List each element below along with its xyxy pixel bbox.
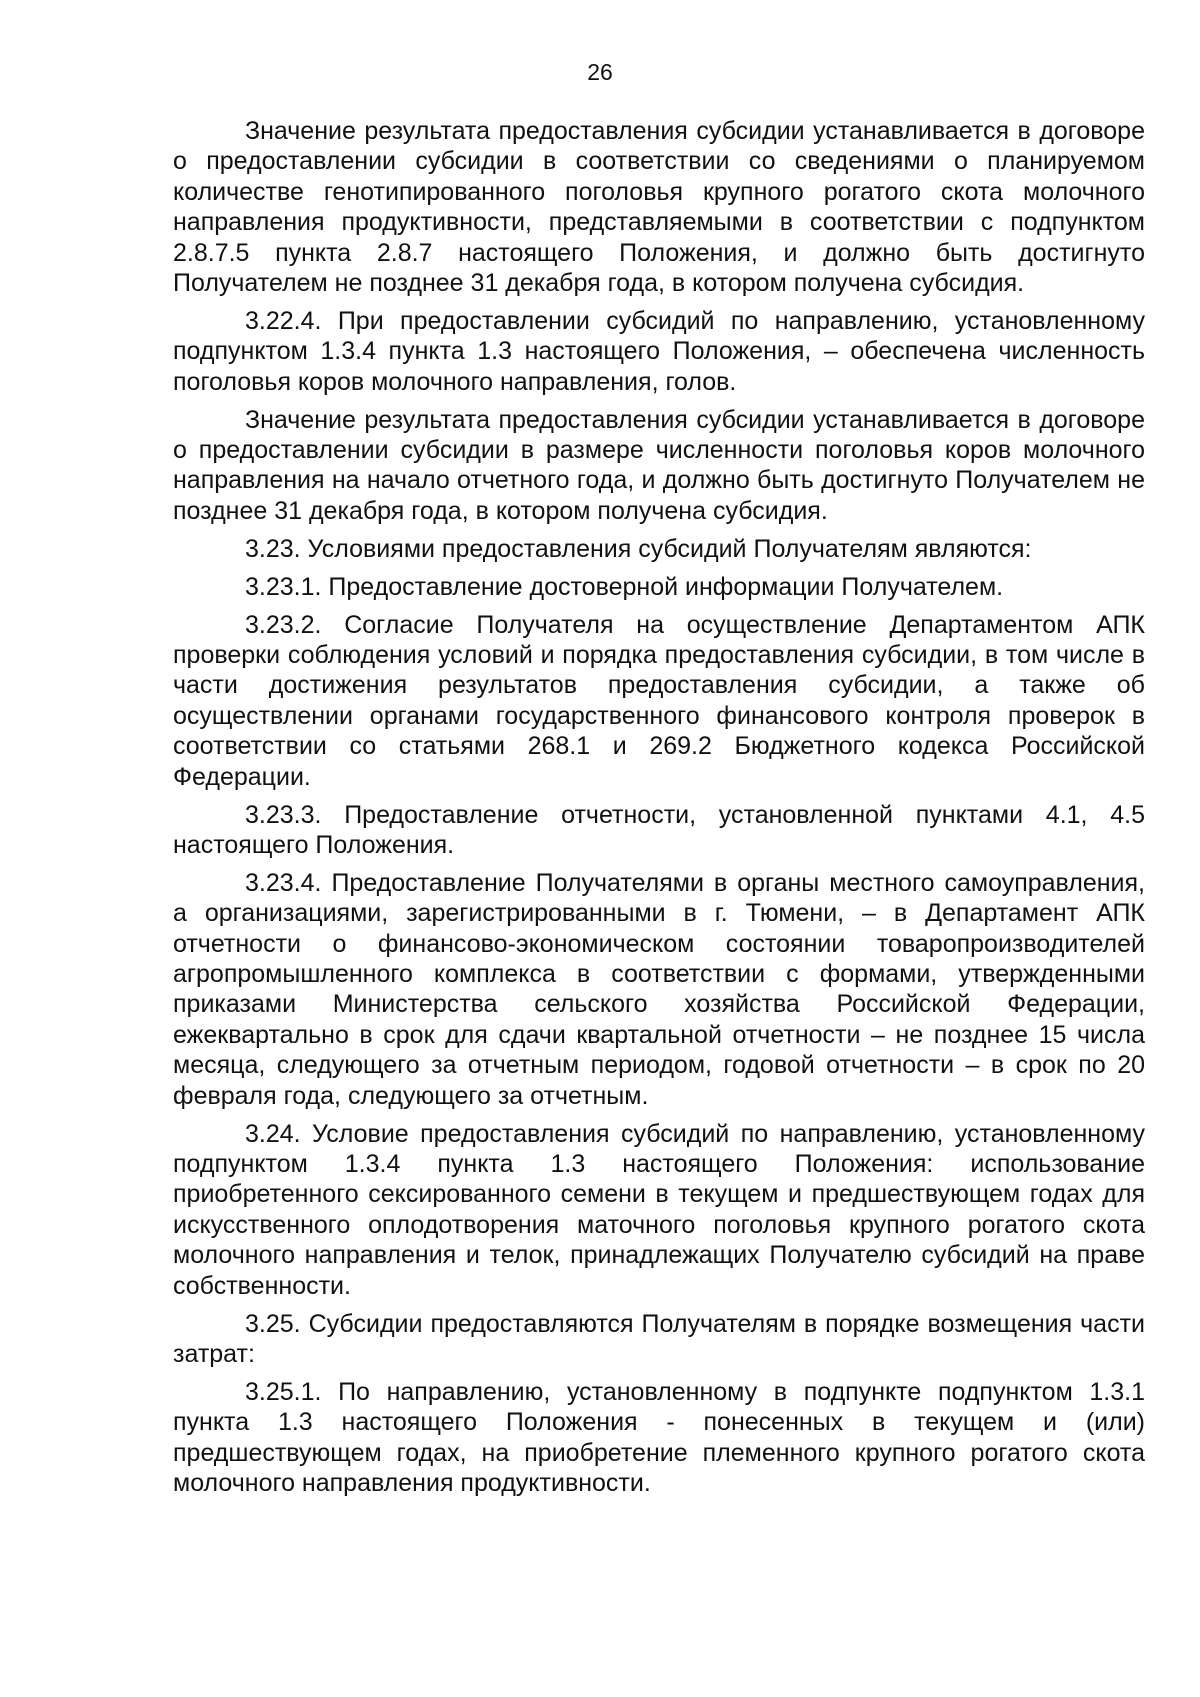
page-number: 26 — [587, 59, 613, 85]
paragraph-3-25-1: 3.25.1. По направлению, установленному в подпункте подпунктом 1.3.1 пункта 1.3 настоящего Положения - понесенных в текущем и (или) предшествующем годах, на приобретение племенного крупного рогатого скота молочного направления продуктивности. — [173, 1377, 1145, 1498]
paragraph-3-23-2: 3.23.2. Согласие Получателя на осуществление Департаментом АПК проверки соблюдения условий и порядка предоставления субсидии, в том числе в части достижения результатов предоставления субсидии, а также об осуществлении органами государственного финансового контроля проверок в соответствии со статьями 268.1 и 269.2 Бюджетного кодекса Российской Федерации. — [173, 610, 1145, 791]
paragraph-3-24: 3.24. Условие предоставления субсидий по направлению, установленному подпунктом 1.3.4 пункта 1.3 настоящего Положения: использование приобретенного сексированного семени в текущем и предшествующем годах для искусственного оплодотворения маточного поголовья крупного рогатого скота молочного направления и телок, принадлежащих Получателю субсидий на праве собственности. — [173, 1119, 1145, 1300]
paragraph-result-value-cows: Значение результата предоставления субсидии устанавливается в договоре о предоставлении субсидии в размере численности поголовья коров молочного направления на начало отчетного года, и должно быть достигнуто Получателем не позднее 31 декабря года, в котором получена субсидия. — [173, 405, 1145, 525]
document-body — [173, 116, 1145, 1498]
paragraph-3-23-1: 3.23.1. Предоставление достоверной информации Получателем. — [245, 572, 1004, 601]
paragraph-3-22-4: 3.22.4. При предоставлении субсидий по направлению, установленному подпунктом 1.3.4 пункта 1.3 настоящего Положения, – обеспечена численность поголовья коров молочного направления, голов. — [173, 306, 1145, 396]
paragraph-3-23-4: 3.23.4. Предоставление Получателями в органы местного самоуправления, а организациями, зарегистрированными в г. Тюмени, – в Департамент АПК отчетности о финансово-экономическом состоянии товаропроизводителей агропромышленного комплекса в соответствии с формами, утвержденными приказами Министерства сельского хозяйства Российской Федерации, ежеквартально в срок для сдачи квартальной отчетности – не позднее 15 числа месяца, следующего за отчетным периодом, годовой отчетности – в срок по 20 февраля года, следующего за отчетным. — [173, 868, 1145, 1110]
paragraph-3-23-3: 3.23.3. Предоставление отчетности, установленной пунктами 4.1, 4.5 настоящего Положения. — [173, 800, 1145, 859]
paragraph-3-23: 3.23. Условиями предоставления субсидий Получателям являются: — [245, 534, 1032, 563]
paragraph-result-value-genotyped: Значение результата предоставления субсидии устанавливается в договоре о предоставлении субсидии в соответствии со сведениями о планируемом количестве генотипированного поголовья крупного рогатого скота молочного направления продуктивности, представляемыми в соответствии с подпунктом 2.8.7.5 пункта 2.8.7 настоящего Положения, и должно быть достигнуто Получателем не позднее 31 декабря года, в котором получена субсидия. — [173, 117, 1145, 298]
paragraph-3-25: 3.25. Субсидии предоставляются Получателям в порядке возмещения части затрат: — [173, 1309, 1145, 1368]
